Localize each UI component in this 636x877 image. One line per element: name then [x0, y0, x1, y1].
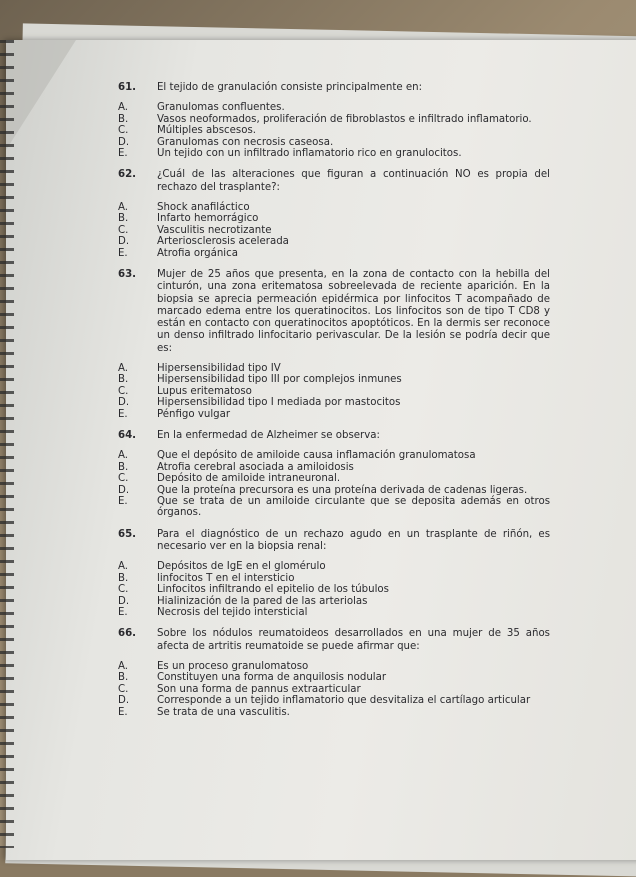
option-text: Pénfigo vulgar [157, 408, 231, 420]
question-stem [118, 169, 550, 194]
option-letter: B. [118, 672, 129, 684]
option-text: Granulomas confluentes. [157, 102, 285, 114]
option-letter: E. [118, 247, 128, 259]
option-text: Depósitos de IgE en el glomérulo [157, 561, 326, 573]
question-number: 62. [118, 169, 137, 181]
option-d [118, 137, 550, 148]
question-66 [118, 628, 550, 718]
option-text: Que se trata de un amiloide circulante que se deposita además en otros órganos. [157, 495, 550, 519]
option-text: Linfocitos infiltrando el epitelio de los túbulos [157, 584, 389, 596]
option-letter: E. [118, 706, 128, 718]
option-text: Un tejido con un infiltrado inflamatorio rico en granulocitos. [157, 147, 462, 159]
option-letter: A. [118, 661, 129, 673]
question-number: 61. [118, 82, 137, 93]
answer-options [118, 202, 550, 259]
option-text: Necrosis del tejido intersticial [157, 607, 308, 619]
option-a [118, 363, 550, 374]
option-c [118, 225, 550, 236]
question-list [118, 82, 550, 728]
option-c [118, 386, 550, 397]
question-63 [118, 269, 550, 420]
option-letter: A. [118, 561, 129, 573]
option-text: Vasos neoformados, proliferación de fibroblastos e infiltrado inflamatorio. [157, 113, 532, 125]
answer-options [118, 102, 550, 159]
question-stem [118, 82, 550, 94]
option-text: Múltiples abscesos. [157, 125, 256, 137]
question-text: ¿Cuál de las alteraciones que figuran a continuación NO es propia del rechazo del trasplante?: [157, 169, 550, 193]
option-c [118, 584, 550, 595]
option-d [118, 397, 550, 408]
option-letter: C. [118, 224, 129, 236]
option-text: Se trata de una vasculitis. [157, 706, 290, 718]
option-d [118, 485, 550, 496]
question-stem [118, 628, 550, 653]
option-letter: B. [118, 461, 129, 473]
option-text: Constituyen una forma de anquilosis nodular [157, 672, 387, 684]
question-stem [118, 529, 550, 554]
option-letter: C. [118, 385, 129, 397]
option-letter: C. [118, 683, 129, 695]
option-a [118, 661, 550, 672]
option-letter: A. [118, 450, 129, 462]
question-text: El tejido de granulación consiste principalmente en: [157, 82, 423, 93]
option-e [118, 409, 550, 420]
answer-options [118, 363, 550, 420]
answer-options [118, 450, 550, 518]
option-e [118, 496, 550, 519]
question-number: 64. [118, 430, 137, 442]
spiral-binding [0, 40, 14, 848]
option-text: Que el depósito de amiloide causa inflamación granulomatosa [157, 450, 476, 462]
option-b [118, 374, 550, 385]
answer-options [118, 561, 550, 618]
question-stem [118, 269, 550, 355]
option-a [118, 561, 550, 572]
option-b [118, 672, 550, 683]
option-a [118, 102, 550, 113]
option-d [118, 236, 550, 247]
option-text: Atrofia cerebral asociada a amiloidosis [157, 461, 354, 473]
option-letter: A. [118, 102, 129, 114]
question-number: 66. [118, 628, 137, 640]
option-text: Hipersensibilidad tipo IV [157, 363, 281, 375]
option-e [118, 248, 550, 259]
option-letter: E. [118, 408, 128, 420]
option-letter: D. [118, 136, 130, 148]
option-letter: D. [118, 236, 130, 248]
option-letter: A. [118, 363, 129, 375]
option-e [118, 607, 550, 618]
question-65 [118, 529, 550, 619]
option-b [118, 573, 550, 584]
option-letter: E. [118, 495, 128, 507]
option-text: Atrofia orgánica [157, 247, 238, 259]
option-b [118, 114, 550, 125]
option-text: Que la proteína precursora es una proteína derivada de cadenas ligeras. [157, 484, 528, 496]
page-corner-fold [6, 40, 76, 150]
question-61 [118, 82, 550, 159]
question-text: Sobre los nódulos reumatoideos desarrollados en una mujer de 35 años afecta de artritis reumatoide se puede afirmar que: [157, 628, 550, 652]
option-a [118, 450, 550, 461]
option-letter: D. [118, 595, 130, 607]
question-stem [118, 430, 550, 442]
option-letter: D. [118, 397, 130, 409]
question-62 [118, 169, 550, 259]
answer-options [118, 661, 550, 718]
option-letter: C. [118, 584, 129, 596]
option-letter: B. [118, 374, 129, 386]
option-d [118, 695, 550, 706]
option-text: Hipersensibilidad tipo III por complejos inmunes [157, 374, 402, 386]
option-text: Son una forma de pannus extraarticular [157, 683, 361, 695]
option-text: Depósito de amiloide intraneuronal. [157, 473, 341, 485]
option-text: linfocitos T en el intersticio [157, 572, 295, 584]
option-letter: E. [118, 607, 128, 619]
option-letter: B. [118, 113, 129, 125]
option-b [118, 213, 550, 224]
option-text: Shock anafiláctico [157, 201, 250, 213]
option-text: Vasculitis necrotizante [157, 224, 272, 236]
option-letter: A. [118, 201, 129, 213]
option-letter: D. [118, 695, 130, 707]
option-text: Lupus eritematoso [157, 385, 252, 397]
option-text: Arteriosclerosis acelerada [157, 236, 289, 248]
option-letter: C. [118, 473, 129, 485]
option-text: Hipersensibilidad tipo I mediada por mastocitos [157, 397, 401, 409]
option-text: Infarto hemorrágico [157, 213, 259, 225]
option-c [118, 473, 550, 484]
question-number: 63. [118, 268, 137, 280]
option-text: Granulomas con necrosis caseosa. [157, 136, 334, 148]
option-letter: C. [118, 125, 129, 137]
question-text: Mujer de 25 años que presenta, en la zona de contacto con la hebilla del cinturón, una zona eritematosa sobreelevada de reciente aparición. En la biopsia se aprecia permeación epidérmica por linfocitos T acompañado de marcado edema entre los queratinocitos. Los linfocitos son de tipo T CD8 y están en contacto con queratinocitos apoptóticos. En la dermis ser reconoce un denso infiltrado linfocitario perivascular. De la lesión se podría decir que es: [157, 268, 550, 354]
option-text: Hialinización de la pared de las arteriolas [157, 595, 368, 607]
option-b [118, 462, 550, 473]
option-letter: D. [118, 484, 130, 496]
question-64 [118, 430, 550, 519]
option-e [118, 148, 550, 159]
question-number: 65. [118, 528, 137, 540]
option-letter: B. [118, 213, 129, 225]
option-c [118, 684, 550, 695]
option-c [118, 125, 550, 136]
option-a [118, 202, 550, 213]
question-text: Para el diagnóstico de un rechazo agudo en un trasplante de riñón, es necesario ver en la biopsia renal: [157, 528, 550, 553]
option-d [118, 596, 550, 607]
option-text: Es un proceso granulomatoso [157, 661, 309, 673]
option-letter: B. [118, 572, 129, 584]
option-text: Corresponde a un tejido inflamatorio que desvitaliza el cartílago articular [157, 695, 531, 707]
option-e [118, 707, 550, 718]
option-letter: E. [118, 147, 128, 159]
question-text: En la enfermedad de Alzheimer se observa: [157, 430, 380, 442]
